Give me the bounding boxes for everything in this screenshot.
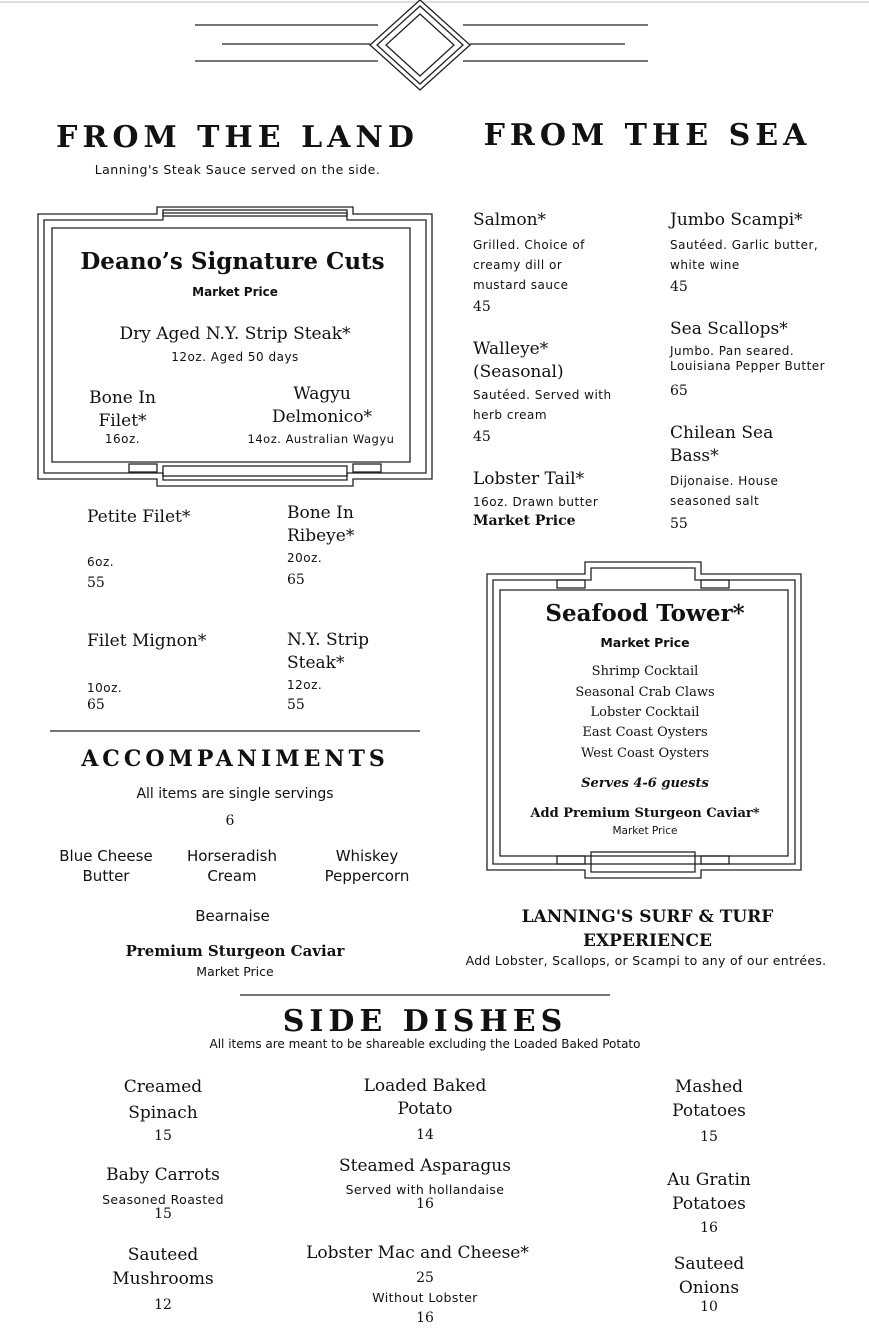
sea-item-price: 55 xyxy=(670,516,688,532)
accompaniment-item: Whiskey Peppercorn xyxy=(324,847,410,885)
sea-item-desc: Sautéed. Served with herb cream xyxy=(473,388,612,422)
sides-title: SIDE DISHES xyxy=(282,1004,568,1039)
tower-title: Seafood Tower* xyxy=(545,600,745,627)
sea-item-desc: Jumbo. Pan seared. Louisiana Pepper Butter xyxy=(670,344,826,373)
sides-subtitle: All items are meant to be shareable excluding the Loaded Baked Potato xyxy=(209,1037,641,1051)
tower-caviar-price: Market Price xyxy=(612,825,678,837)
side-item-name: Baby Carrots xyxy=(106,1165,220,1185)
caviar-price: Market Price xyxy=(196,964,274,979)
art-deco-ornament xyxy=(0,0,869,90)
signature-title: Deano’s Signature Cuts xyxy=(80,248,385,275)
side-item-name: Sauteed Onions xyxy=(673,1254,745,1298)
sea-item-price: 45 xyxy=(473,429,491,445)
side-item-name: Mashed Potatoes xyxy=(672,1077,746,1121)
wagyu-desc: 14oz. Australian Wagyu xyxy=(247,432,395,446)
side-item-name: Lobster Mac and Cheese* xyxy=(306,1243,529,1263)
side-item-price: 16 xyxy=(416,1196,434,1212)
side-item-desc: Served with hollandaise xyxy=(345,1182,505,1197)
signature-price: Market Price xyxy=(192,285,278,299)
sea-item-desc: Sautéed. Garlic butter, white wine xyxy=(670,238,819,272)
sea-item-desc: Grilled. Choice of creamy dill or mustard sauce xyxy=(473,238,585,292)
land-item-desc: 10oz. xyxy=(87,681,123,695)
accompaniment-item: Bearnaise xyxy=(195,907,270,925)
tower-serves: Serves 4-6 guests xyxy=(581,776,709,791)
tower-item: East Coast Oysters xyxy=(582,725,708,740)
side-item-name: Loaded Baked Potato xyxy=(363,1076,487,1119)
side-item-price: 25 xyxy=(416,1270,434,1286)
land-title: FROM THE LAND xyxy=(56,120,419,155)
strip-steak-desc: 12oz. Aged 50 days xyxy=(171,350,299,364)
sea-item-price: 65 xyxy=(670,383,688,399)
side-item-price: 15 xyxy=(154,1128,172,1144)
tower-caviar: Add Premium Sturgeon Caviar* xyxy=(530,806,760,821)
accompaniment-item: Horseradish Cream xyxy=(186,847,278,885)
land-item-name: N.Y. Strip Steak* xyxy=(287,630,369,673)
strip-steak-name: Dry Aged N.Y. Strip Steak* xyxy=(119,324,351,344)
sea-item-price: Market Price xyxy=(473,513,576,529)
land-item-price: 55 xyxy=(287,697,305,713)
sea-item-price: 45 xyxy=(473,299,491,315)
sea-item-name: Chilean Sea Bass* xyxy=(670,423,774,466)
tower-item: Seasonal Crab Claws xyxy=(575,685,715,700)
side-item-price-alt: 16 xyxy=(416,1310,434,1326)
sea-title: FROM THE SEA xyxy=(483,118,812,153)
sea-item-desc: Dijonaise. House seasoned salt xyxy=(670,474,779,508)
accompaniments-subtitle: All items are single servings xyxy=(136,786,334,802)
side-item-desc: Without Lobster xyxy=(372,1290,478,1305)
tower-item: Shrimp Cocktail xyxy=(591,664,699,679)
land-subtitle: Lanning's Steak Sauce served on the side. xyxy=(94,162,381,177)
accompaniment-item: Blue Cheese Butter xyxy=(59,847,153,885)
tower-price: Market Price xyxy=(600,635,690,650)
sea-item-name: Salmon* xyxy=(473,210,547,230)
land-item-desc: 12oz. xyxy=(287,678,323,692)
side-item-name: Sauteed Mushrooms xyxy=(112,1245,214,1289)
sea-item-name: Jumbo Scampi* xyxy=(670,210,803,230)
surf-turf-title: LANNING'S SURF & TURF EXPERIENCE xyxy=(521,907,774,951)
caviar-name: Premium Sturgeon Caviar xyxy=(125,942,345,960)
sea-item-desc: 16oz. Drawn butter xyxy=(473,495,599,509)
tower-item: West Coast Oysters xyxy=(580,746,710,761)
land-item-name: Filet Mignon* xyxy=(87,631,207,651)
side-item-desc: Seasoned Roasted xyxy=(102,1192,224,1207)
sea-item-name: Walleye* (Seasonal) xyxy=(473,339,564,382)
land-item-desc: 6oz. xyxy=(87,555,115,569)
side-item-price: 12 xyxy=(154,1297,172,1313)
sea-item-name: Lobster Tail* xyxy=(473,469,585,489)
accompaniments-price: 6 xyxy=(225,813,235,829)
land-item-desc: 20oz. xyxy=(287,551,323,565)
side-item-name: Steamed Asparagus xyxy=(339,1156,511,1176)
bone-filet-desc: 16oz. xyxy=(104,432,141,446)
bone-filet-name: Bone In Filet* xyxy=(89,388,156,431)
land-item-price: 65 xyxy=(287,572,305,588)
surf-turf-desc: Add Lobster, Scallops, or Scampi to any of our entrées. xyxy=(465,953,827,968)
tower-item: Lobster Cocktail xyxy=(590,705,700,720)
side-item-name: Au Gratin Potatoes xyxy=(667,1170,751,1214)
wagyu-name: Wagyu Delmonico* xyxy=(271,384,373,427)
accompaniments-title: ACCOMPANIMENTS xyxy=(81,746,389,772)
land-item-price: 65 xyxy=(87,697,105,713)
sea-item-name: Sea Scallops* xyxy=(670,319,788,339)
sea-item-price: 45 xyxy=(670,279,688,295)
side-item-price: 15 xyxy=(700,1129,718,1145)
side-item-price: 16 xyxy=(700,1220,718,1236)
side-item-price: 15 xyxy=(154,1206,172,1222)
land-item-name: Petite Filet* xyxy=(87,507,191,527)
side-item-price: 10 xyxy=(700,1299,718,1315)
land-item-price: 55 xyxy=(87,575,105,591)
side-item-name: Creamed Spinach xyxy=(123,1077,203,1123)
side-item-price: 14 xyxy=(416,1127,434,1143)
land-item-name: Bone In Ribeye* xyxy=(287,503,355,546)
